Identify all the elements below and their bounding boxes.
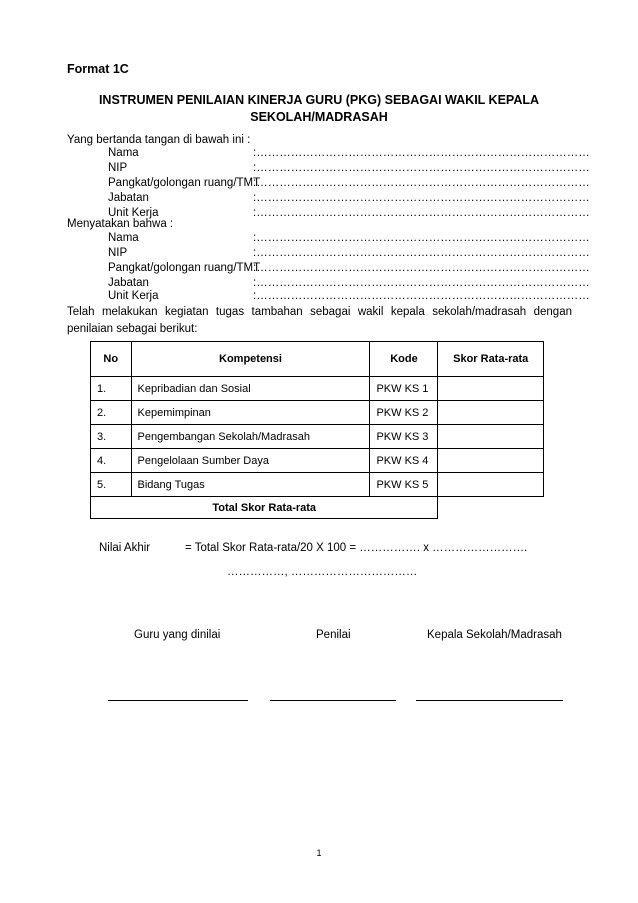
signature-line-guru xyxy=(108,700,248,701)
row-no: 4. xyxy=(91,449,132,473)
section2-unitkerja-label: Unit Kerja xyxy=(108,290,159,302)
row-no: 5. xyxy=(91,473,132,497)
document-title-line2: SEKOLAH/MADRASAH xyxy=(250,110,388,124)
table-header-row xyxy=(91,342,544,377)
format-label: Format 1C xyxy=(67,62,129,76)
row-kode: PKW KS 4 xyxy=(370,449,438,473)
row-kode: PKW KS 3 xyxy=(370,425,438,449)
section1-unitkerja-label: Unit Kerja xyxy=(108,207,159,219)
signature-line-penilai xyxy=(270,700,396,701)
section1-intro: Yang bertanda tangan di bawah ini : xyxy=(67,134,251,146)
total-skor-label: Total Skor Rata-rata xyxy=(91,497,438,519)
row-kompetensi: Bidang Tugas xyxy=(131,473,370,497)
section2-nama-field[interactable]: :…………………………………………………………………………… xyxy=(253,232,590,244)
header-kompetensi: Kompetensi xyxy=(131,342,370,377)
signature-penilai-label: Penilai xyxy=(316,629,351,641)
table-total-row xyxy=(91,497,544,519)
section1-unitkerja-field[interactable]: :…………………………………………………………………………… xyxy=(253,207,590,219)
row-skor-cell[interactable] xyxy=(438,377,544,401)
section2-nama-label: Nama xyxy=(108,232,139,244)
page-number: 1 xyxy=(316,848,322,858)
nilai-akhir-formula[interactable]: = Total Skor Rata-rata/20 X 100 = ……………. x ……………………. xyxy=(185,542,528,554)
section2-nip-field[interactable]: :…………………………………………………………………………… xyxy=(253,247,590,259)
section1-nama-label: Nama xyxy=(108,147,139,159)
header-skor: Skor Rata-rata xyxy=(438,342,544,377)
row-no: 1. xyxy=(91,377,132,401)
place-date-field[interactable]: ……………, …………………………… xyxy=(227,566,418,578)
row-kode: PKW KS 1 xyxy=(370,377,438,401)
row-kompetensi: Pengembangan Sekolah/Madrasah xyxy=(131,425,370,449)
table-row xyxy=(91,377,544,401)
row-kode: PKW KS 2 xyxy=(370,401,438,425)
competency-table xyxy=(90,341,544,519)
section1-pangkat-label: Pangkat/golongan ruang/TMT xyxy=(108,177,261,189)
row-no: 2. xyxy=(91,401,132,425)
section1-nama-field[interactable]: :…………………………………………………………………………… xyxy=(253,147,590,159)
row-skor-cell[interactable] xyxy=(438,449,544,473)
row-skor-cell[interactable] xyxy=(438,425,544,449)
header-kode: Kode xyxy=(370,342,438,377)
section2-nip-label: NIP xyxy=(108,247,128,259)
signature-line-kepala xyxy=(416,700,563,701)
nilai-akhir-label: Nilai Akhir xyxy=(99,542,151,554)
row-kompetensi: Kepribadian dan Sosial xyxy=(131,377,370,401)
section2-unitkerja-field[interactable]: :…………………………………………………………………………… xyxy=(253,290,590,302)
section1-nip-field[interactable]: :…………………………………………………………………………… xyxy=(253,162,590,174)
section1-jabatan-label: Jabatan xyxy=(108,192,149,204)
table-row xyxy=(91,425,544,449)
row-kompetensi: Kepemimpinan xyxy=(131,401,370,425)
row-kompetensi: Pengelolaan Sumber Daya xyxy=(131,449,370,473)
row-kode: PKW KS 5 xyxy=(370,473,438,497)
signature-guru-label: Guru yang dinilai xyxy=(134,629,221,641)
table-row xyxy=(91,473,544,497)
section1-pangkat-field[interactable]: :…………………………………………………………………………… xyxy=(253,177,590,189)
table-row xyxy=(91,401,544,425)
signature-kepala-label: Kepala Sekolah/Madrasah xyxy=(427,629,562,641)
table-row xyxy=(91,449,544,473)
row-skor-cell[interactable] xyxy=(438,473,544,497)
intro-paragraph: Telah melakukan kegiatan tugas tambahan sebagai wakil kepala sekolah/madrasah dengan penilaian sebagai berikut: xyxy=(67,306,572,335)
section1-jabatan-field[interactable]: :…………………………………………………………………………… xyxy=(253,192,590,204)
section2-jabatan-label: Jabatan xyxy=(108,277,149,289)
total-skor-value xyxy=(438,497,544,519)
section2-pangkat-field[interactable]: :…………………………………………………………………………… xyxy=(253,262,590,274)
document-title: INSTRUMEN PENILAIAN KINERJA GURU (PKG) SEBAGAI WAKIL KEPALA xyxy=(98,93,540,107)
header-no: No xyxy=(91,342,132,377)
row-no: 3. xyxy=(91,425,132,449)
section2-pangkat-label: Pangkat/golongan ruang/TMT xyxy=(108,262,261,274)
section2-jabatan-field[interactable]: :…………………………………………………………………………… xyxy=(253,277,590,289)
section2-intro: Menyatakan bahwa : xyxy=(67,218,174,230)
row-skor-cell[interactable] xyxy=(438,401,544,425)
section1-nip-label: NIP xyxy=(108,162,128,174)
